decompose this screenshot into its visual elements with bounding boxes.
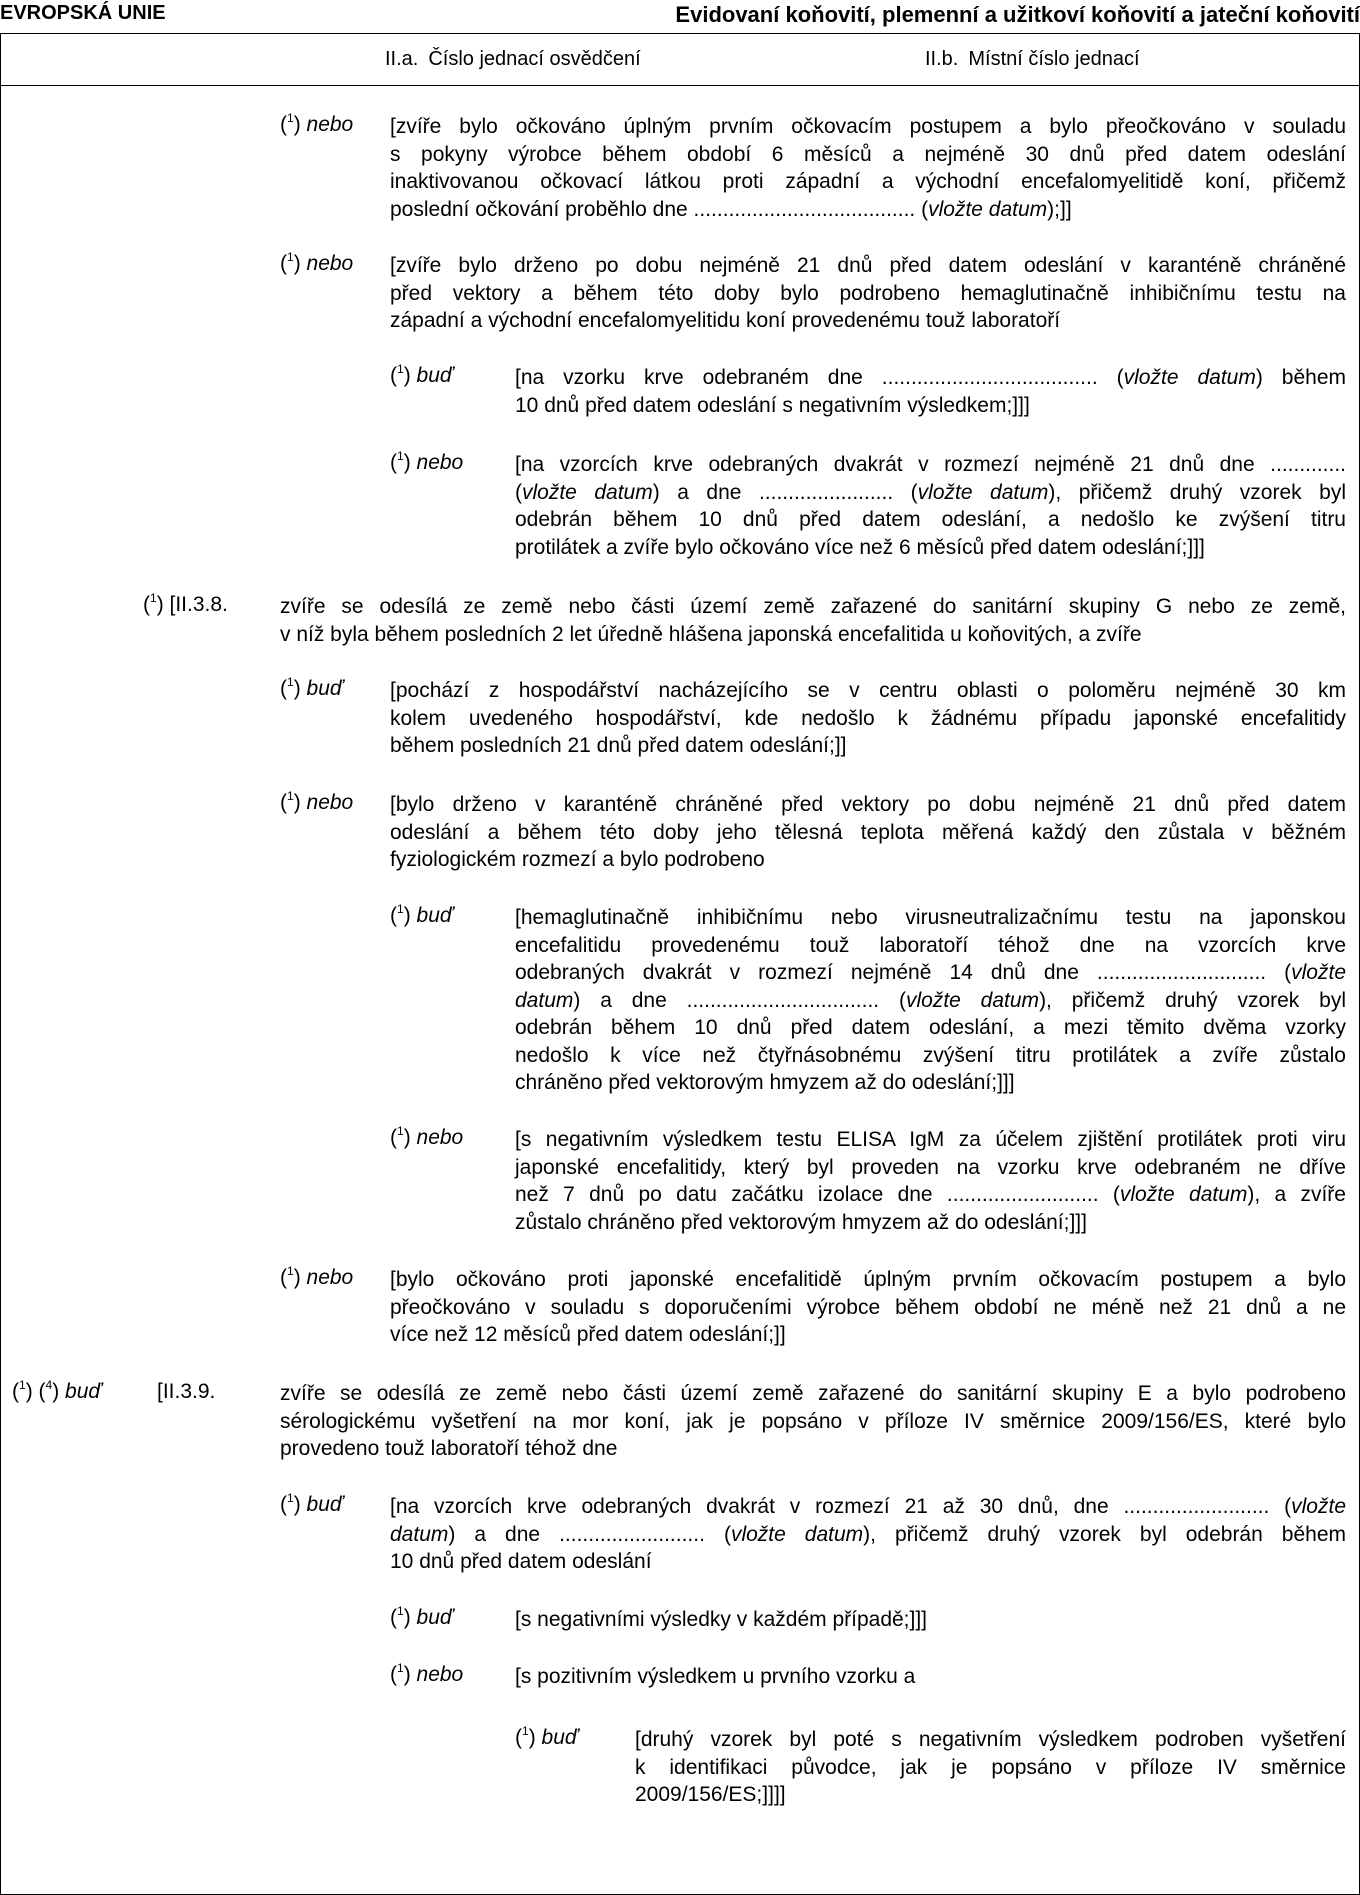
paragraph-single-sample xyxy=(515,364,1346,419)
paragraph-line: [pochází z hospodářství nacházejícího se v centru oblasti o poloměru nejméně 30 km xyxy=(390,679,1346,702)
option-marker: ($^1$) buď xyxy=(390,362,453,387)
paragraph-line: odebrán během 10 dnů před datem odeslání, a nedošlo ke zvýšení titru xyxy=(515,508,1346,531)
paragraph-line: japonské encefalitidy, který byl proveden na vzorku krve odebraném ne dříve xyxy=(515,1155,1346,1179)
paragraph-line: 2009/156/ES;]]]] xyxy=(635,1783,786,1806)
paragraph-quarantine-temperature xyxy=(390,791,1346,874)
paragraph-line: [bylo drženo v karanténě chráněné před vektory po dobu nejméně 21 dnů před datem xyxy=(390,793,1346,816)
paragraph-line: [s negativním výsledkem testu ELISA IgM za účelem zjištění protilátek proti viru xyxy=(515,1128,1346,1151)
paragraph-line: [s pozitivním výsledkem u prvního vzorku a xyxy=(515,1665,916,1688)
option-marker: ($^1$) buď xyxy=(280,675,343,700)
paragraph-elisa-test xyxy=(515,1126,1346,1236)
header-divider xyxy=(1,85,1359,86)
paragraph-line: [na vzorcích krve odebraných dvakrát v rozmezí 21 až 30 dnů, dne ......................... (vložte xyxy=(390,1495,1346,1518)
header-eu-label: EVROPSKÁ UNIE xyxy=(0,2,166,24)
paragraph-agent-identification xyxy=(635,1726,1346,1809)
paragraph-line: zvíře se odesílá ze země nebo části území země zařazené do sanitární skupiny G nebo ze země, xyxy=(280,595,1346,618)
paragraph-line: zvíře se odesílá ze země nebo části území země zařazené do sanitární skupiny E a bylo podrobeno xyxy=(280,1382,1346,1405)
clause-marker-ii38: ($^1$) [II.3.8. xyxy=(143,591,228,616)
paragraph-ii39-african-horse-sickness xyxy=(280,1380,1346,1463)
paragraph-positive-first-sample xyxy=(515,1663,1346,1691)
paragraph-line: odebraných dvakrát v rozmezí nejméně 14 dnů dne ............................. (vložte xyxy=(515,961,1346,984)
option-marker: ($^1$) nebo xyxy=(390,1661,464,1686)
option-marker: ($^1$) nebo xyxy=(280,250,354,275)
paragraph-line: [bylo očkováno proti japonské encefalitidě úplným prvním očkovacím postupem a bylo xyxy=(390,1268,1346,1291)
paragraph-line: sérologickému vyšetření na mor koní, jak je popsáno v příloze IV směrnice 2009/156/ES, které bylo xyxy=(280,1409,1346,1433)
paragraph-line: poslední očkování proběhlo dne ...................................... (vložte datum);]] xyxy=(390,197,1072,221)
paragraph-line: [druhý vzorek byl poté s negativním výsledkem podroben vyšetření xyxy=(635,1728,1346,1751)
paragraph-line: v níž byla během posledních 2 let úředně hlášena japonská encefalitida u koňovitých, a zvíře xyxy=(280,622,1142,646)
option-marker: ($^1$) ($^4$) buď xyxy=(12,1378,102,1403)
paragraph-line: chráněno před vektorovým hmyzem až do odeslání;]]] xyxy=(515,1071,1015,1094)
paragraph-je-vaccination xyxy=(390,1266,1346,1349)
paragraph-negative-results xyxy=(515,1606,1346,1634)
paragraph-line: encefalitidu provedenému touž laboratoří téhož dne na vzorcích krve xyxy=(515,933,1346,957)
clause-marker-ii39: [II.3.9. xyxy=(157,1380,216,1403)
paragraph-line: přeočkováno v souladu s doporučeními výrobce během období ne méně než 21 dnů a ne xyxy=(390,1295,1346,1319)
local-reference-code: II.b. xyxy=(925,48,959,70)
paragraph-line: [hemaglutinačně inhibičnímu nebo virusneutralizačnímu testu na japonskou xyxy=(515,906,1346,929)
paragraph-line: [zvíře bylo očkováno úplným prvním očkovacím postupem a bylo přeočkováno v souladu xyxy=(390,115,1346,138)
paragraph-line: (vložte datum) a dne ....................... (vložte datum), přičemž druhý vzorek byl xyxy=(515,480,1347,504)
paragraph-line: k identifikaci původce, jak je popsáno v příloze IV směrnice xyxy=(635,1755,1346,1779)
option-marker: ($^1$) nebo xyxy=(390,1124,464,1149)
paragraph-line: více než 12 měsíců před datem odeslání;]] xyxy=(390,1323,786,1346)
paragraph-line: odeslání a během této doby jeho tělesná teplota měřená každý den zůstala v běžném xyxy=(390,820,1346,844)
paragraph-line: než 7 dnů po datu začátku izolace dne .......................... (vložte datum), a zvíře xyxy=(515,1183,1346,1206)
option-marker: ($^1$) nebo xyxy=(280,111,354,136)
paragraph-paired-samples xyxy=(390,1493,1346,1576)
paragraph-line: datum) a dne ......................... (vložte datum), přičemž druhý vzorek byl odebrán během xyxy=(390,1522,1347,1546)
local-reference-field xyxy=(925,48,1140,71)
local-reference-label: Místní číslo jednací xyxy=(968,48,1140,70)
option-marker: ($^1$) buď xyxy=(515,1724,578,1749)
paragraph-line: fyziologickém rozmezí a bylo podrobeno xyxy=(390,848,765,871)
paragraph-line: západní a východní encefalomyelitidu koní provedenému touž laboratoří xyxy=(390,309,1061,332)
reference-number-code: II.a. xyxy=(385,48,419,70)
option-marker: ($^1$) buď xyxy=(390,902,453,927)
paragraph-line: inaktivovanou očkovací látkou proti západní a východní encefalomyelitidě koní, přičemž xyxy=(390,170,1346,193)
option-marker: ($^1$) buď xyxy=(280,1491,343,1516)
paragraph-line: zůstalo chráněno před vektorovým hmyzem až do odeslání;]]] xyxy=(515,1210,1087,1234)
option-marker: ($^1$) nebo xyxy=(280,1264,354,1289)
paragraph-line: nedošlo k více než čtyřnásobnému zvýšení titru protilátek a zvíře zůstalo xyxy=(515,1043,1346,1067)
paragraph-line: [na vzorku krve odebraném dne ..................................... (vložte datum) během xyxy=(515,366,1346,389)
option-marker: ($^1$) nebo xyxy=(280,789,354,814)
paragraph-line: odebrán během 10 dnů před datem odeslání, a mezi těmito dvěma vzorky xyxy=(515,1016,1346,1039)
paragraph-line: [zvíře bylo drženo po dobu nejméně 21 dnů před datem odeslání v karanténě chráněné xyxy=(390,254,1346,277)
option-marker: ($^1$) buď xyxy=(390,1604,453,1629)
paragraph-double-sample xyxy=(515,451,1346,561)
paragraph-line: s pokyny výrobce během období 6 měsíců a nejméně 30 dnů před datem odeslání xyxy=(390,142,1346,166)
paragraph-line: datum) a dne ................................. (vložte datum), přičemž druhý vzorek byl xyxy=(515,988,1346,1012)
paragraph-quarantine-test xyxy=(390,252,1346,335)
option-marker: ($^1$) nebo xyxy=(390,449,464,474)
paragraph-line: během posledních 21 dnů před datem odeslání;]] xyxy=(390,734,847,757)
reference-number-label: Číslo jednací osvědčení xyxy=(428,48,641,70)
paragraph-line: 10 dnů před datem odeslání xyxy=(390,1550,652,1573)
header-certificate-title: Evidovaní koňovití, plemenní a užitkoví koňovití a jateční koňovití xyxy=(675,2,1360,27)
paragraph-ii38-japanese-encephalitis xyxy=(280,593,1346,648)
paragraph-line: kolem uvedeného hospodářství, kde nedošlo k žádnému případu japonské encefalitidy xyxy=(390,706,1346,730)
reference-number-field xyxy=(385,48,641,71)
paragraph-hi-vn-test xyxy=(515,904,1346,1097)
paragraph-line: před vektory a během této doby bylo podrobeno hemaglutinačně inhibičnímu testu na xyxy=(390,281,1346,305)
paragraph-encephalomyelitis-vaccination xyxy=(390,113,1346,223)
paragraph-line: provedeno touž laboratoří téhož dne xyxy=(280,1437,618,1460)
paragraph-holding-area xyxy=(390,677,1346,760)
paragraph-line: [na vzorcích krve odebraných dvakrát v rozmezí nejméně 21 dnů dne ............. xyxy=(515,453,1346,476)
paragraph-line: protilátek a zvíře bylo očkováno více než 6 měsíců před datem odeslání;]]] xyxy=(515,535,1205,559)
paragraph-line: 10 dnů před datem odeslání s negativním výsledkem;]]] xyxy=(515,393,1030,417)
paragraph-line: [s negativními výsledky v každém případě;]]] xyxy=(515,1608,928,1631)
